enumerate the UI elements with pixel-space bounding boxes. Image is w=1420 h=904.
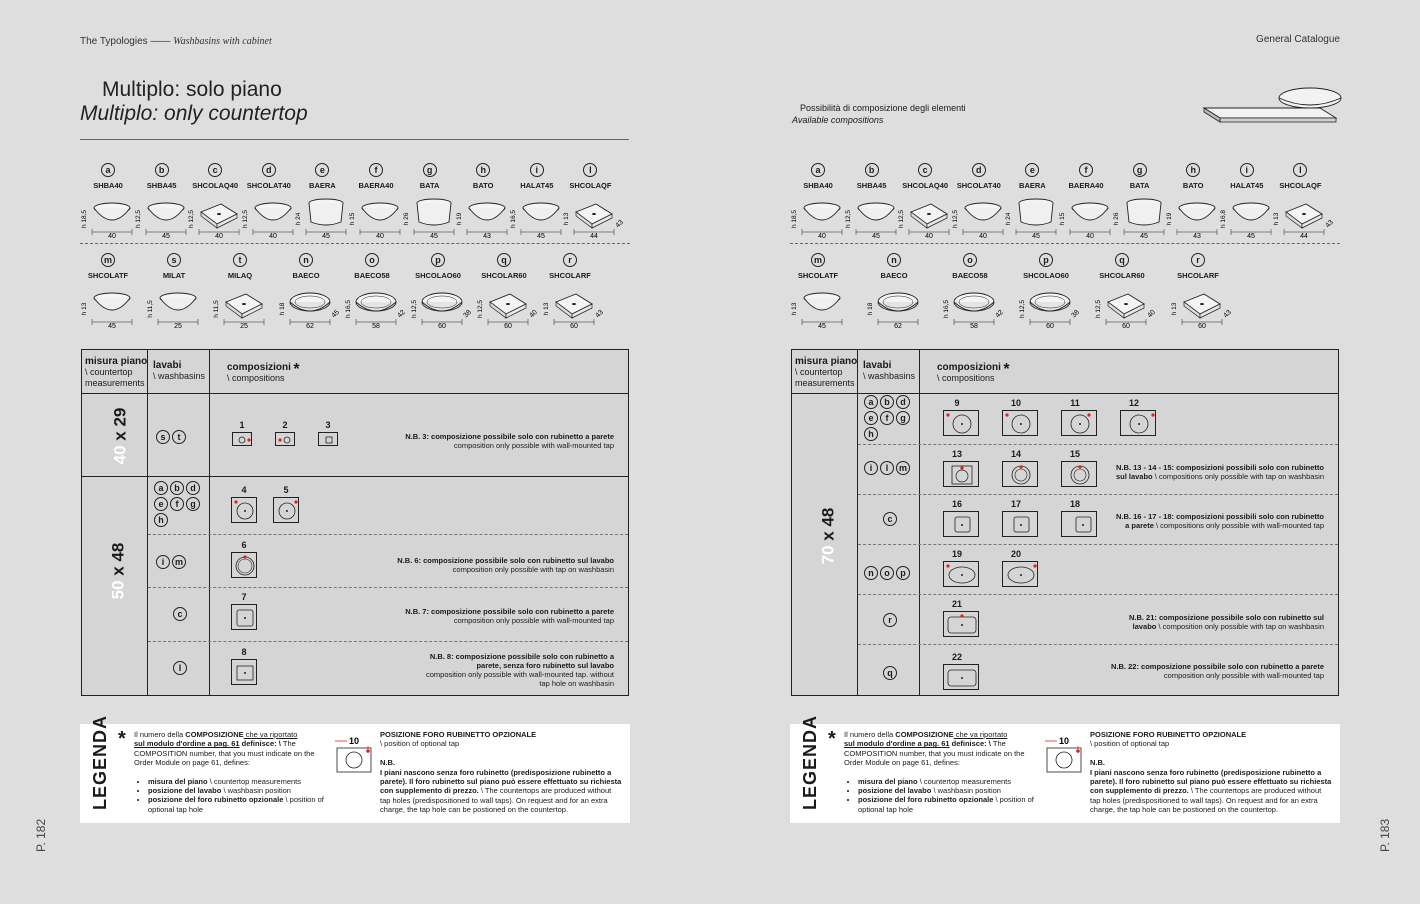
basin-model-name: SHCOLARF xyxy=(549,271,591,280)
composition-table xyxy=(791,349,1339,696)
svg-text:45: 45 xyxy=(161,233,170,240)
composition-21: 21 xyxy=(943,599,971,637)
available-title-it: Possibilità di composizione degli elementi xyxy=(800,103,966,113)
svg-text:43: 43 xyxy=(1222,308,1233,320)
legend-text: Il numero della COMPOSIZIONE che va riportato sul modulo d'ordine a pag. 61 definisce: \ The COMPOSITION number, that you must indicate on the Order Module on page 61, defines: • misura del piano \ countertop measurements • posizione del lavabo \ washbasin position • posizione del foro rubinetto opzionale \ position of optional tap hole xyxy=(134,730,324,814)
basin-key: o xyxy=(963,253,977,267)
basin-model-name: BATO xyxy=(1182,181,1204,190)
svg-text:38: 38 xyxy=(462,308,473,320)
svg-text:h 13: h 13 xyxy=(1171,302,1178,316)
size-label: 40 x 29 xyxy=(110,407,130,465)
basin-a xyxy=(78,160,138,238)
svg-text:h 11,5: h 11,5 xyxy=(147,300,154,318)
basin-keys: i m xyxy=(156,555,210,569)
basin-s xyxy=(144,250,204,328)
svg-text:h 16,5: h 16,5 xyxy=(509,209,517,229)
composition-7: 7 xyxy=(230,592,258,630)
basin-t xyxy=(210,250,270,328)
basin-f xyxy=(346,160,406,238)
basin-key: p xyxy=(431,253,445,267)
basin-key: o xyxy=(365,253,379,267)
svg-text:40: 40 xyxy=(818,233,826,240)
basin-model-name: SHCOLAQ40 xyxy=(902,181,949,190)
note-22: N.B. 22: composizione possibile solo con rubinetto a parete composition only possible with wall-mounted tap xyxy=(1111,662,1324,680)
basin-model-name: HALAT45 xyxy=(520,181,554,190)
composition-1: 1 xyxy=(228,420,256,446)
svg-text:43: 43 xyxy=(483,233,492,240)
basin-model-name: BAECO xyxy=(880,271,908,280)
svg-text:h 11,5: h 11,5 xyxy=(213,300,220,318)
svg-text:43: 43 xyxy=(1193,233,1202,240)
composition-15: 15 xyxy=(1061,449,1089,487)
note-3: N.B. 3: composizione possibile solo con rubinetto a parete composition only possible with wall-mounted tap xyxy=(405,432,614,450)
basin-model-name: BAERA xyxy=(309,181,336,190)
svg-text:h 12,5: h 12,5 xyxy=(1019,299,1026,319)
svg-text:44: 44 xyxy=(590,233,599,240)
svg-text:44: 44 xyxy=(1300,233,1309,240)
basin-b xyxy=(132,160,192,238)
svg-text:h 12,5: h 12,5 xyxy=(477,299,484,319)
composition-14: 14 xyxy=(1002,449,1030,487)
page-number: P. 182 xyxy=(34,818,48,852)
basin-c xyxy=(895,160,955,238)
basin-key: f xyxy=(369,163,383,177)
svg-text:h 13: h 13 xyxy=(81,302,88,316)
col-header-measure: misura piano \ countertop measurements xyxy=(85,356,148,388)
svg-text:h 12,5: h 12,5 xyxy=(1095,299,1102,319)
basin-key: a xyxy=(811,163,825,177)
composition-13: 13 xyxy=(943,449,971,487)
svg-text:h 26: h 26 xyxy=(402,212,410,226)
svg-text:10: 10 xyxy=(349,736,360,746)
svg-text:h 18: h 18 xyxy=(867,302,874,316)
svg-text:40: 40 xyxy=(1086,233,1094,240)
basin-i xyxy=(1217,160,1277,238)
basin-e xyxy=(292,160,352,238)
basin-n xyxy=(864,250,924,328)
basin-keys: l xyxy=(173,661,227,675)
basin-model-name: BATA xyxy=(1129,181,1150,190)
svg-text:45: 45 xyxy=(818,323,826,330)
basin-n xyxy=(276,250,341,330)
basin-key: r xyxy=(563,253,577,267)
basin-model-name: SHCOLATF xyxy=(87,271,129,280)
basin-model-name: SHCOLAQ40 xyxy=(192,181,239,190)
svg-text:40: 40 xyxy=(978,233,987,240)
basin-key: g xyxy=(423,163,437,177)
svg-text:h 19: h 19 xyxy=(456,212,464,226)
svg-text:h 26: h 26 xyxy=(1112,212,1120,226)
svg-text:42: 42 xyxy=(396,308,407,320)
basin-key: e xyxy=(315,163,329,177)
svg-text:40: 40 xyxy=(108,233,116,240)
svg-text:25: 25 xyxy=(240,323,248,330)
basin-d xyxy=(949,160,1009,238)
running-head: General Catalogue xyxy=(1256,34,1340,45)
svg-text:h 16,5: h 16,5 xyxy=(943,299,950,319)
basin-key: c xyxy=(208,163,222,177)
svg-text:h 24: h 24 xyxy=(295,212,303,226)
svg-text:60: 60 xyxy=(570,323,578,330)
legend-title: LEGENDA xyxy=(90,714,110,810)
svg-text:40: 40 xyxy=(376,233,384,240)
composition-11: 11 xyxy=(1061,398,1089,436)
svg-text:62: 62 xyxy=(306,323,314,330)
composition-3: 3 xyxy=(314,420,342,446)
page-number: P. 183 xyxy=(1378,818,1392,852)
basin-keys: c xyxy=(173,607,227,621)
svg-text:45: 45 xyxy=(1139,233,1148,240)
title-english: Multiplo: only countertop xyxy=(80,102,308,125)
svg-text:45: 45 xyxy=(108,323,116,330)
basin-r xyxy=(540,250,605,330)
basin-m xyxy=(78,250,138,328)
basin-key: g xyxy=(1133,163,1147,177)
legend-box: LEGENDA * Il numero della COMPOSIZIONE che va riportato sul modulo d'ordine a pag. 61 definisce: \ The COMPOSITION number, that you must indicate on the Order Module on page 61, defines: • misura del piano \ countertop measurements • posizione del lavabo \ washbasin position • posizione del foro rubinetto opzionale \ position of optional tap hole 10 POSIZIONE FORO RUBINETTO OPZIONALE \ position of optional tap N.B. I piani nascono senza foro rubinetto (predisposizione rubinetto a parete). Il foro rubinetto sul piano può essere effettuato su richiesta con supplemento di prezzo. \ The countertops are produced without tap holes (predispositioned to wall taps). On request and for an extra charge, the tap hole can be postioned on the countertop. xyxy=(790,724,1340,823)
composition-2: 2 xyxy=(271,420,299,446)
basin-model-name: SHCOLAT40 xyxy=(956,181,1001,190)
basin-h xyxy=(1163,160,1223,238)
svg-text:40: 40 xyxy=(925,233,934,240)
svg-text:25: 25 xyxy=(174,323,182,330)
svg-text:h 12,5: h 12,5 xyxy=(134,209,142,229)
basin-f xyxy=(1056,160,1116,238)
svg-text:45: 45 xyxy=(1032,233,1041,240)
svg-text:h 12,5: h 12,5 xyxy=(898,209,906,229)
basin-key: m xyxy=(811,253,825,267)
title-italian: Multiplo: solo piano xyxy=(102,78,282,101)
basin-model-name: SHCOLATF xyxy=(797,271,839,280)
basin-key: q xyxy=(1115,253,1129,267)
basin-b xyxy=(842,160,902,238)
divider xyxy=(790,243,1340,244)
svg-text:60: 60 xyxy=(504,323,512,330)
basin-model-name: BATA xyxy=(419,181,440,190)
svg-text:h 13: h 13 xyxy=(563,212,571,226)
basin-c xyxy=(185,160,245,238)
basin-model-name: BAERA xyxy=(1019,181,1046,190)
running-head: The Typologies —— Washbasins with cabinet xyxy=(80,36,272,47)
svg-text:45: 45 xyxy=(322,233,331,240)
composition-10: 10 xyxy=(1002,398,1030,436)
basin-q xyxy=(1092,250,1157,330)
basin-l xyxy=(1270,160,1336,240)
basin-p xyxy=(408,250,473,330)
basin-model-name: SHCOLAQF xyxy=(569,181,612,190)
basin-key: h xyxy=(476,163,490,177)
svg-text:h 15: h 15 xyxy=(349,212,356,226)
basin-key: a xyxy=(101,163,115,177)
basin-model-name: SHCOLARF xyxy=(1177,271,1219,280)
composition-table xyxy=(81,349,629,696)
basin-o xyxy=(342,250,407,330)
svg-text:40: 40 xyxy=(528,308,539,320)
basin-model-name: SHBA45 xyxy=(856,181,887,190)
basin-model-name: BAECO58 xyxy=(354,271,390,280)
basin-model-name: MILAT xyxy=(162,271,186,280)
svg-text:h 16,8: h 16,8 xyxy=(1219,209,1227,229)
svg-text:43: 43 xyxy=(594,308,605,320)
basin-key: l xyxy=(1293,163,1307,177)
composition-5: 5 xyxy=(272,485,300,523)
svg-text:h 13: h 13 xyxy=(791,302,798,316)
basin-q xyxy=(474,250,539,330)
note-7: N.B. 7: composizione possibile solo con rubinetto a parete composition only possible with wall-mounted tap xyxy=(405,607,614,625)
svg-text:58: 58 xyxy=(970,323,978,330)
svg-text:h 12,5: h 12,5 xyxy=(411,299,418,319)
title-rule xyxy=(80,139,629,140)
svg-text:h 13: h 13 xyxy=(1273,212,1281,226)
basin-model-name: BAECO xyxy=(292,271,320,280)
svg-text:10: 10 xyxy=(1059,736,1070,746)
svg-text:h 15: h 15 xyxy=(1059,212,1066,226)
basin-key: c xyxy=(918,163,932,177)
composition-6: 6 xyxy=(230,540,258,578)
svg-text:h 18,5: h 18,5 xyxy=(81,209,88,229)
note-21: N.B. 21: composizione possibile solo con rubinetto sul lavabo \ composition only possible with tap on washbasin xyxy=(1128,613,1324,631)
svg-text:h 12,5: h 12,5 xyxy=(241,209,249,229)
legend-example xyxy=(335,736,379,781)
basin-e xyxy=(1002,160,1062,238)
basin-model-name: BAECO58 xyxy=(952,271,988,280)
basin-key: s xyxy=(167,253,181,267)
size-label: 70 x 48 xyxy=(818,507,838,565)
svg-text:h 19: h 19 xyxy=(1166,212,1174,226)
svg-text:h 12,5: h 12,5 xyxy=(951,209,959,229)
svg-text:h 18,5: h 18,5 xyxy=(791,209,798,229)
basin-key: n xyxy=(299,253,313,267)
table-header: misura piano \ countertop measurements lavabi \ washbasins composizioni * \ compositions xyxy=(792,350,1338,394)
svg-text:42: 42 xyxy=(994,308,1005,320)
note-13-15: N.B. 13 - 14 - 15: composizioni possibili solo con rubinetto sul lavabo \ compositions only possible with tap on washbasin xyxy=(1115,463,1324,481)
svg-text:h 16,5: h 16,5 xyxy=(345,299,352,319)
basin-model-name: BAERA40 xyxy=(1068,181,1104,190)
basin-model-name: SHCOLAO60 xyxy=(1023,271,1069,280)
basin-o xyxy=(940,250,1005,330)
basin-key: h xyxy=(1186,163,1200,177)
divider xyxy=(80,243,630,244)
basin-a xyxy=(788,160,848,238)
basin-model-name: SHBA40 xyxy=(803,181,833,190)
composition-9: 9 xyxy=(943,398,971,436)
svg-text:58: 58 xyxy=(372,323,380,330)
basin-keys: a b d e f g h xyxy=(154,481,208,527)
basin-model-name: SHCOLAO60 xyxy=(415,271,461,280)
svg-text:60: 60 xyxy=(1046,323,1054,330)
basin-model-name: SHBA40 xyxy=(93,181,123,190)
basin-key: n xyxy=(887,253,901,267)
basin-model-name: SHCOLAR60 xyxy=(481,271,527,280)
svg-text:45: 45 xyxy=(330,308,341,320)
composition-22: 22 xyxy=(943,652,971,690)
basin-model-name: SHCOLAT40 xyxy=(246,181,291,190)
basin-key: f xyxy=(1079,163,1093,177)
basin-m xyxy=(788,250,848,328)
right-page xyxy=(710,0,1420,904)
size-block-40x29 xyxy=(82,394,628,477)
svg-text:60: 60 xyxy=(1122,323,1130,330)
legend-tap-info: POSIZIONE FORO RUBINETTO OPZIONALE \ position of optional tap N.B. I piani nascono senza foro rubinetto (predisposizione rubinetto a parete). Il foro rubinetto sul piano può essere effettuato su richiesta con supplemento di prezzo. \ The countertops are produced without tap holes (predispositioned to wall taps). On request and for an extra charge, the tap hole can be postioned on the countertop. xyxy=(380,730,622,815)
size-label: 50 x 48 xyxy=(108,542,128,600)
basin-model-name: SHBA45 xyxy=(146,181,177,190)
basin-key: q xyxy=(497,253,511,267)
col-header-compositions: composizioni * \ compositions xyxy=(227,361,300,383)
basin-key: b xyxy=(865,163,879,177)
basin-key: p xyxy=(1039,253,1053,267)
svg-text:h 12,5: h 12,5 xyxy=(188,209,196,229)
composition-17: 17 xyxy=(1002,499,1030,537)
basin-r xyxy=(1168,250,1233,330)
basin-key: d xyxy=(262,163,276,177)
size-block-50x48 xyxy=(82,477,628,695)
basin-key: r xyxy=(1191,253,1205,267)
svg-text:45: 45 xyxy=(429,233,438,240)
basin-key: i xyxy=(530,163,544,177)
note-16-18: N.B. 16 - 17 - 18: composizioni possibili solo con rubinetto a parete \ compositions only possible with wall-mounted tap xyxy=(1116,512,1324,530)
basin-d xyxy=(239,160,299,238)
basin-model-name: SHCOLAQF xyxy=(1279,181,1322,190)
col-header-basins: lavabi \ washbasins xyxy=(153,360,206,381)
svg-text:45: 45 xyxy=(536,233,545,240)
table-header xyxy=(82,350,628,394)
note-6: N.B. 6: composizione possibile solo con rubinetto sul lavabo composition only possible with tap on washbasin xyxy=(397,556,614,574)
basin-g xyxy=(400,160,460,238)
svg-text:62: 62 xyxy=(894,323,902,330)
svg-text:h 18: h 18 xyxy=(279,302,286,316)
svg-text:40: 40 xyxy=(268,233,277,240)
basin-p xyxy=(1016,250,1081,330)
svg-text:h 12,5: h 12,5 xyxy=(844,209,852,229)
composition-18: 18 xyxy=(1061,499,1089,537)
svg-text:40: 40 xyxy=(215,233,224,240)
countertop-illustration xyxy=(1200,86,1340,133)
basin-key: b xyxy=(155,163,169,177)
basin-key: e xyxy=(1025,163,1039,177)
basin-model-name: MILAQ xyxy=(227,271,253,280)
composition-4: 4 xyxy=(230,485,258,523)
svg-text:43: 43 xyxy=(1324,218,1336,230)
basin-l xyxy=(560,160,626,240)
svg-text:h 24: h 24 xyxy=(1005,212,1013,226)
basin-key: d xyxy=(972,163,986,177)
svg-text:45: 45 xyxy=(1246,233,1255,240)
composition-20: 20 xyxy=(1002,549,1030,587)
available-title-en: Available compositions xyxy=(792,115,884,125)
basin-model-name: BAERA40 xyxy=(358,181,394,190)
size-block-70x48: 70 x 48 a b d e f g h 9 10 11 12 i l m 13 14 15 N.B. 13 - 14 - 15: composizioni possibili solo con rubinetto sul lavabo \ compositions only possible with tap on washbasin c 16 17 18 N.B. 16 - 17 - 18: composizioni possibili solo con rubinetto a parete \ compositions only possible with wall-mounted tap n o p 19 20 r 21 N.B. 21: composizione possibile solo con rubinetto sul lavabo \ composition only possible with tap on washbasin q 22 N.B. 22: composizione possibile solo con rubinetto a parete composition only possible with wall-mounted tap xyxy=(792,394,1338,695)
composition-16: 16 xyxy=(943,499,971,537)
svg-text:h 13: h 13 xyxy=(543,302,550,316)
basin-g xyxy=(1110,160,1170,238)
basin-i xyxy=(507,160,567,238)
basin-key: l xyxy=(583,163,597,177)
composition-12: 12 xyxy=(1120,398,1148,436)
basin-model-name: HALAT45 xyxy=(1230,181,1264,190)
composition-19: 19 xyxy=(943,549,971,587)
basin-model-name: SHCOLAR60 xyxy=(1099,271,1145,280)
basin-h xyxy=(453,160,513,238)
svg-text:38: 38 xyxy=(1070,308,1081,320)
svg-text:45: 45 xyxy=(871,233,880,240)
basin-key: m xyxy=(101,253,115,267)
basin-model-name: BATO xyxy=(472,181,494,190)
note-8: N.B. 8: composizione possibile solo con rubinetto a parete, senza foro rubinetto sul lavabo composition only possible with wall-mounted tap. without tap hole on washbasin xyxy=(425,652,614,688)
basin-keys: s t xyxy=(156,430,210,444)
svg-text:40: 40 xyxy=(1146,308,1157,320)
composition-8: 8 xyxy=(230,647,258,685)
legend-box: LEGENDA * Il numero della COMPOSIZIONE che va riportato sul modulo d'ordine a pag. 61 definisce: \ The COMPOSITION number, that you must indicate on the Order Module on page 61, defines: • misura del piano \ countertop measurements • posizione del lavabo \ washbasin position • posizione del foro rubinetto opzionale \ position of optional tap hole 10 POSIZIONE FORO RUBINETTO OPZIONALE \ position of optional tap N.B. I piani nascono senza foro rubinetto (predisposizione rubinetto a parete). Il foro rubinetto sul piano può essere effettuato su richiesta con supplemento di prezzo. \ The countertops are produced without tap holes (predispositioned to wall taps). On request and for an extra charge, the tap hole can be postioned on the countertop. xyxy=(80,724,630,823)
svg-text:43: 43 xyxy=(614,218,626,230)
basin-key: i xyxy=(1240,163,1254,177)
svg-text:60: 60 xyxy=(1198,323,1206,330)
basin-key: t xyxy=(233,253,247,267)
svg-text:60: 60 xyxy=(438,323,446,330)
